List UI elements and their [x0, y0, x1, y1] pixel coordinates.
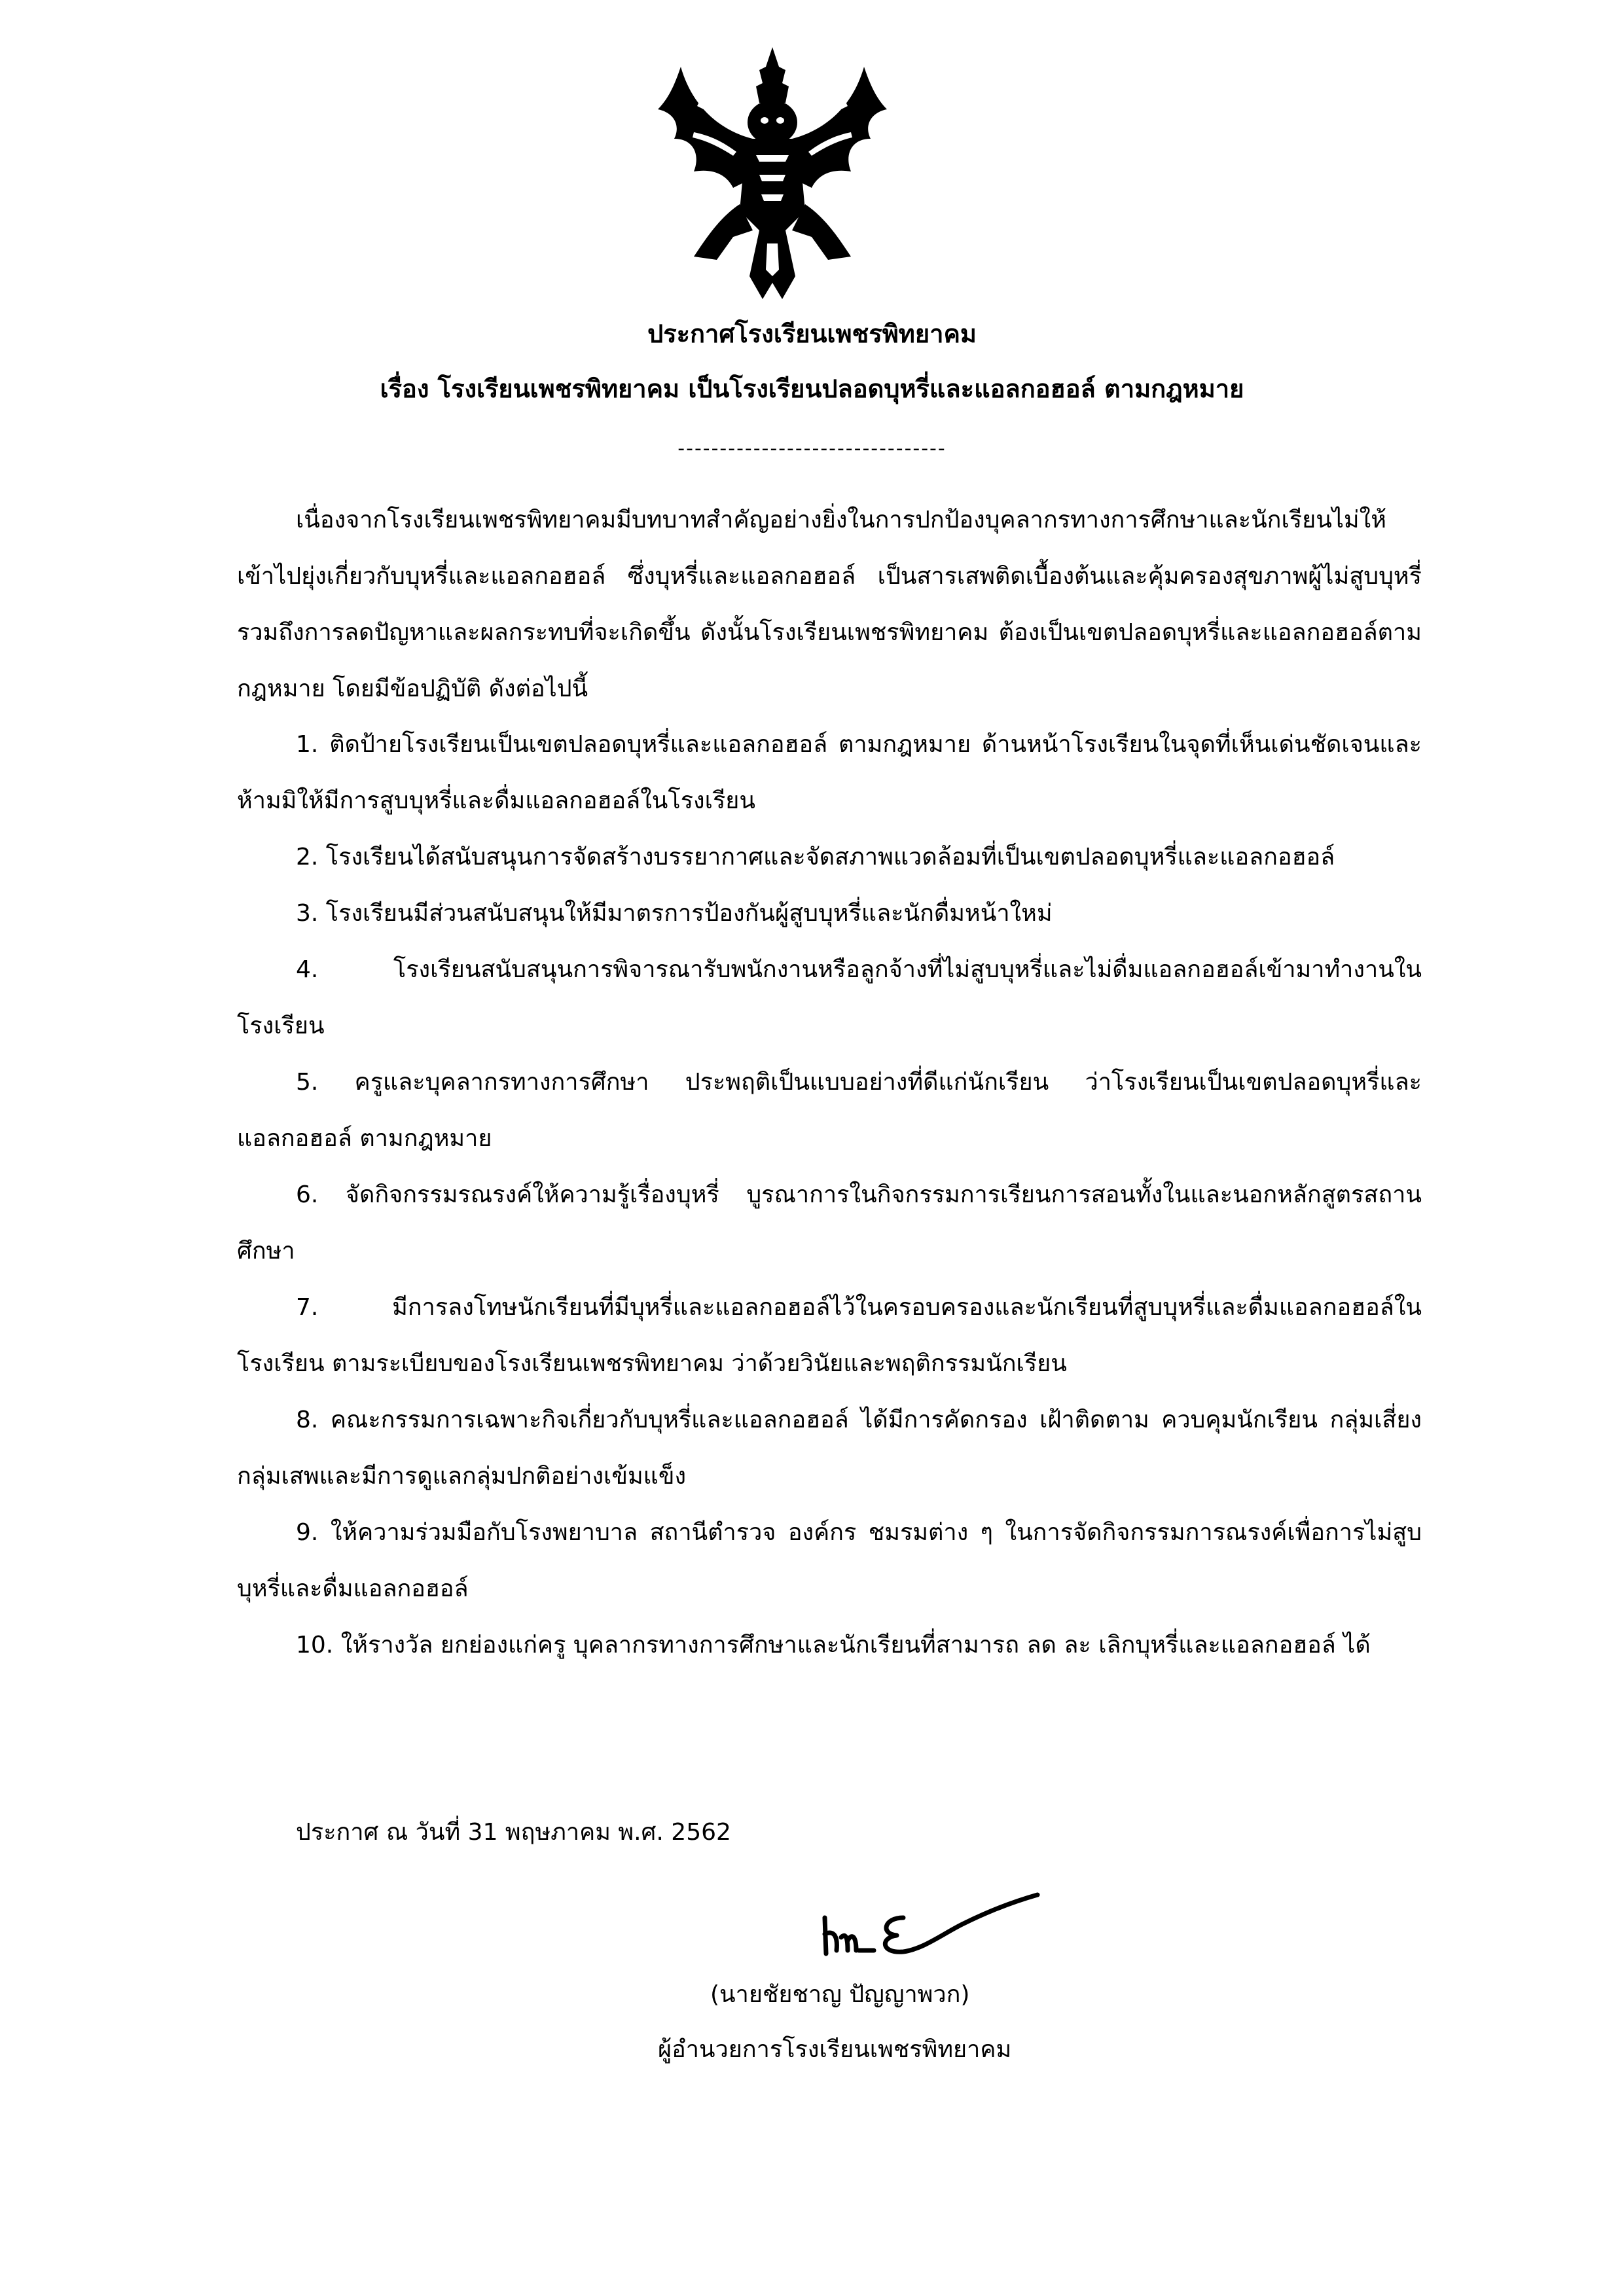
garuda-emblem-icon [655, 41, 890, 302]
rule-item: 10. ให้รางวัล ยกย่องแก่ครู บุคลากรทางการศึกษาและนักเรียนที่สามารถ ลด ละ เลิกบุหรี่และแอลกอฮอล์ ได้ [296, 1632, 1371, 1659]
announcement-date: ประกาศ ณ วันที่ 31 พฤษภาคม พ.ศ. 2562 [296, 1819, 731, 1846]
announcement-subject: เรื่อง โรงเรียนเพชรพิทยาคม เป็นโรงเรียนปลอดบุหรี่และแอลกอฮอล์ ตามกฎหมาย [380, 374, 1244, 403]
rule-item: 6. จัดกิจกรรมรณรงค์ให้ความรู้เรื่องบุหรี่ บูรณาการในกิจกรรมการเรียนการสอนทั้งในและนอกหลักสูตรสถานศึกษา [237, 1181, 1422, 1265]
signer-position: ผู้อำนวยการโรงเรียนเพชรพิทยาคม [658, 2036, 1012, 2063]
handwritten-signature-icon [812, 1872, 1047, 1970]
rule-item: 2. โรงเรียนได้สนับสนุนการจัดสร้างบรรยากาศและจัดสภาพแวดล้อมที่เป็นเขตปลอดบุหรี่และแอลกอฮอล์ [296, 844, 1335, 870]
rule-item: 4. โรงเรียนสนับสนุนการพิจารณารับพนักงานหรือลูกจ้างที่ไม่สูบบุหรี่และไม่ดื่มแอลกอฮอล์เข้ามาทำงานในโรงเรียน [237, 956, 1422, 1039]
rule-item: 7. มีการลงโทษนักเรียนที่มีบุหรี่และแอลกอฮอล์ไว้ในครอบครองและนักเรียนที่สูบบุหรี่และดื่มแอลกอฮอล์ในโรงเรียน ตามระเบียบของโรงเรียนเพชรพิทยาคม ว่าด้วยวินัยและพฤติกรรมนักเรียน [237, 1294, 1422, 1377]
rule-item: 9. ให้ความร่วมมือกับโรงพยาบาล สถานีตำรวจ องค์กร ชมรมต่าง ๆ ในการจัดกิจกรรมการณรงค์เพื่อการไม่สูบบุหรี่และดื่มแอลกอฮอล์ [237, 1519, 1422, 1602]
announcement-title: ประกาศโรงเรียนเพชรพิทยาคม [647, 319, 977, 348]
rule-item: 5. ครูและบุคลากรทางการศึกษา ประพฤติเป็นแบบอย่างที่ดีแก่นักเรียน ว่าโรงเรียนเป็นเขตปลอดบุหรี่และแอลกอฮอล์ ตามกฎหมาย [237, 1069, 1422, 1152]
title-divider: -------------------------------- [677, 437, 947, 460]
rule-item: 8. คณะกรรมการเฉพาะกิจเกี่ยวกับบุหรี่และแอลกอฮอล์ ได้มีการคัดกรอง เฝ้าติดตาม ควบคุมนักเรียน กลุ่มเสี่ยง กลุ่มเสพและมีการดูแลกลุ่มปกติอย่างเข้มแข็ง [237, 1407, 1422, 1490]
rule-item: 1. ติดป้ายโรงเรียนเป็นเขตปลอดบุหรี่และแอลกอฮอล์ ตามกฎหมาย ด้านหน้าโรงเรียนในจุดที่เห็นเด่นชัดเจนและห้ามมิให้มีการสูบบุหรี่และดื่มแอลกอฮอล์ในโรงเรียน [237, 731, 1422, 814]
signer-name: (นายชัยชาญ ปัญญาพวก) [710, 1981, 970, 2008]
rules-list [237, 717, 1422, 1674]
rule-item: 3. โรงเรียนมีส่วนสนับสนุนให้มีมาตรการป้องกันผู้สูบบุหรี่และนักดื่มหน้าใหม่ [296, 900, 1053, 927]
intro-paragraph: เนื่องจากโรงเรียนเพชรพิทยาคมมีบทบาทสำคัญอย่างยิ่งในการปกป้องบุคลากรทางการศึกษาและนักเรียนไม่ให้เข้าไปยุ่งเกี่ยวกับบุหรี่และแอลกอฮอล์ ซึ่งบุหรี่และแอลกอฮอล์ เป็นสารเสพติดเบื้องต้นและคุ้มครองสุขภาพผู้ไม่สูบบุหรี่รวมถึงการลดปัญหาและผลกระทบที่จะเกิดขึ้น ดังนั้นโรงเรียนเพชรพิทยาคม ต้องเป็นเขตปลอดบุหรี่และแอลกอฮอล์ตามกฎหมาย โดยมีข้อปฏิบัติ ดังต่อไปนี้ [237, 507, 1422, 702]
